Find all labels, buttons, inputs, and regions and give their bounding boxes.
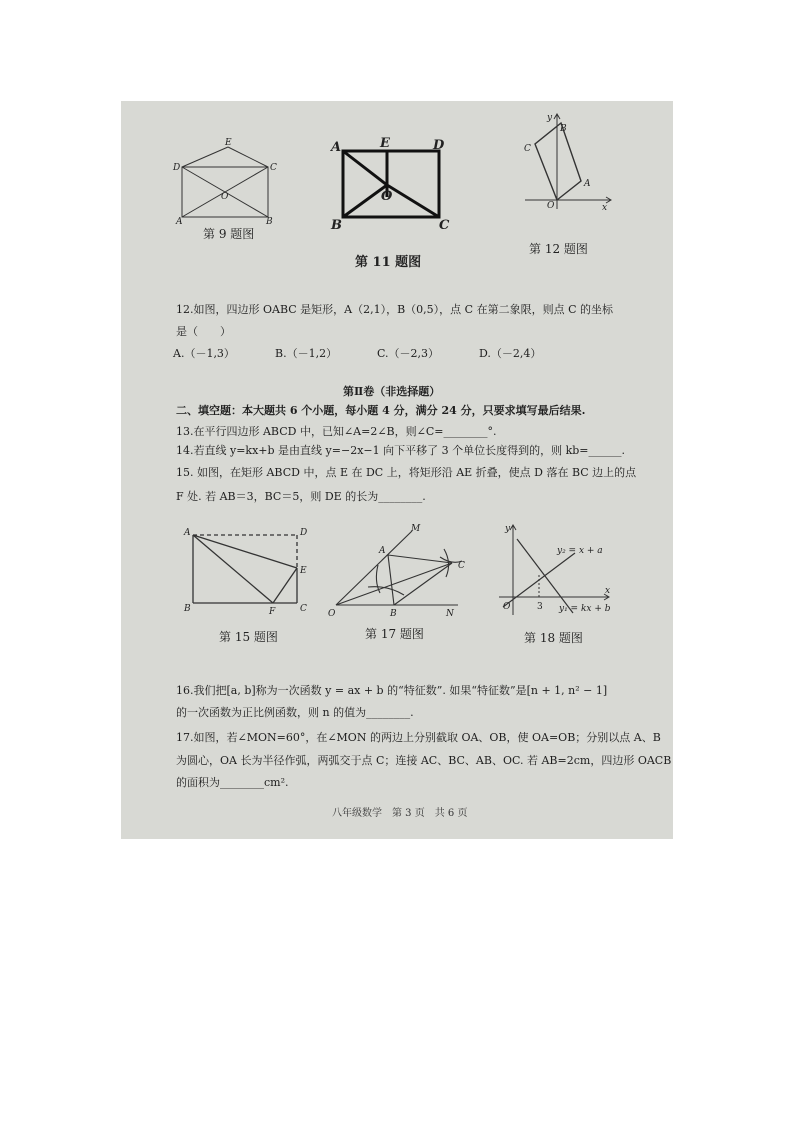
- figure-12: [517, 111, 617, 211]
- question-13: 13.在平行四边形 ABCD 中，已知∠A=2∠B，则∠C=________°.: [176, 425, 497, 438]
- question-12-text: 12.如图，四边形 OABC 是矩形，A（2,1），B（0,5），点 C 在第二象限，则点 C 的坐标: [176, 303, 613, 316]
- fig15-label-C: C: [300, 604, 307, 614]
- figure-11: [329, 137, 459, 232]
- fig17-label-B: B: [390, 609, 397, 619]
- figure-11-diagram: [329, 137, 459, 232]
- fig9-label-C: C: [270, 163, 277, 173]
- fig12-label-A: A: [584, 179, 591, 189]
- fig11-label-E: E: [380, 136, 390, 151]
- option-d: D.（－2,4）: [479, 347, 542, 360]
- fig18-label-y2: y₂ = x + a: [557, 546, 603, 556]
- exam-page-photo: [121, 101, 673, 839]
- figure-9-diagram: [173, 138, 277, 227]
- figure-11-caption: 第 11 题图: [355, 255, 422, 270]
- fig9-label-D: D: [173, 163, 181, 173]
- figure-15-diagram: [179, 523, 314, 615]
- fig18-label-3: 3: [537, 602, 543, 612]
- section-2-heading: 二、填空题：本大题共 6 个小题，每小题 4 分，满分 24 分，只要求填写最后结果.: [176, 404, 586, 417]
- figure-17-caption: 第 17 题图: [365, 627, 424, 641]
- question-17-line-3: 的面积为________cm².: [176, 776, 289, 789]
- fig15-label-F: F: [269, 607, 276, 617]
- fig15-label-E: E: [300, 566, 307, 576]
- fig18-label-x: x: [605, 586, 611, 596]
- fig18-label-O: O: [503, 602, 511, 612]
- question-16-line-2: 的一次函数为正比例函数，则 n 的值为________.: [176, 706, 414, 719]
- question-15-line-2: F 处. 若 AB＝3，BC＝5，则 DE 的长为________.: [176, 490, 426, 503]
- figure-15-caption: 第 15 题图: [219, 630, 278, 644]
- figure-18: [497, 521, 627, 621]
- fig17-label-M: M: [411, 524, 421, 534]
- fig12-label-x: x: [602, 203, 608, 213]
- question-15-line-1: 15. 如图，在矩形 ABCD 中，点 E 在 DC 上，将矩形沿 AE 折叠，使点 D 落在 BC 边上的点: [176, 466, 637, 479]
- fig17-label-A: A: [379, 546, 386, 556]
- figure-17-diagram: [328, 521, 473, 617]
- fig11-label-B: B: [331, 218, 342, 233]
- fig12-label-O: O: [547, 201, 555, 211]
- fig15-label-A: A: [184, 528, 191, 538]
- figure-12-diagram: [517, 111, 617, 211]
- fig9-label-E: E: [225, 138, 232, 148]
- option-c: C.（－2,3）: [377, 347, 440, 360]
- question-14: 14.若直线 y=kx+b 是由直线 y=−2x−1 向下平移了 3 个单位长度得到的，则 kb=______.: [176, 444, 626, 457]
- fig9-label-B: B: [266, 217, 273, 227]
- fig18-label-y: y: [505, 524, 511, 534]
- fig12-label-C: C: [524, 144, 531, 154]
- figure-17: [328, 521, 473, 617]
- fig9-label-A: A: [176, 217, 183, 227]
- question-12-options: [173, 345, 541, 363]
- fig9-label-O: O: [221, 192, 229, 202]
- option-a: A.（－1,3）: [173, 347, 235, 360]
- fig11-label-A: A: [331, 140, 342, 155]
- fig12-label-y: y: [547, 113, 553, 123]
- option-b: B.（－1,2）: [275, 347, 338, 360]
- fig18-label-y1: y₁ = kx + b: [559, 604, 611, 614]
- fig12-label-B: B: [560, 124, 567, 134]
- fig11-label-O: O: [381, 189, 393, 204]
- question-12-stem-end: 是（ ）: [176, 325, 231, 338]
- figure-9-caption: 第 9 题图: [203, 227, 255, 241]
- question-17-line-1: 17.如图，若∠MON=60°，在∠MON 的两边上分别截取 OA、OB，使 OA=OB；分别以点 A、B: [176, 731, 661, 744]
- fig15-label-D: D: [300, 528, 308, 538]
- figure-15: [179, 523, 314, 615]
- section-2-title: 第Ⅱ卷（非选择题）: [343, 385, 441, 398]
- question-16-line-1: 16.我们把[a, b]称为一次函数 y = ax + b 的“特征数”. 如果“特征数”是[n + 1, n² − 1]: [176, 684, 608, 697]
- page-footer: 八年级数学 第 3 页 共 6 页: [332, 808, 468, 819]
- fig15-label-B: B: [184, 604, 191, 614]
- fig17-label-N: N: [446, 609, 454, 619]
- fig11-label-D: D: [433, 138, 445, 153]
- figure-18-diagram: [497, 521, 627, 621]
- fig17-label-O: O: [328, 609, 336, 619]
- figure-12-caption: 第 12 题图: [529, 242, 588, 256]
- figure-18-caption: 第 18 题图: [524, 631, 583, 645]
- figure-9: [173, 138, 277, 227]
- fig17-label-C: C: [458, 561, 465, 571]
- fig11-label-C: C: [439, 218, 450, 233]
- question-17-line-2: 为圆心，OA 长为半径作弧，两弧交于点 C；连接 AC、BC、AB、OC. 若 AB=2cm，四边形 OACB: [176, 754, 672, 767]
